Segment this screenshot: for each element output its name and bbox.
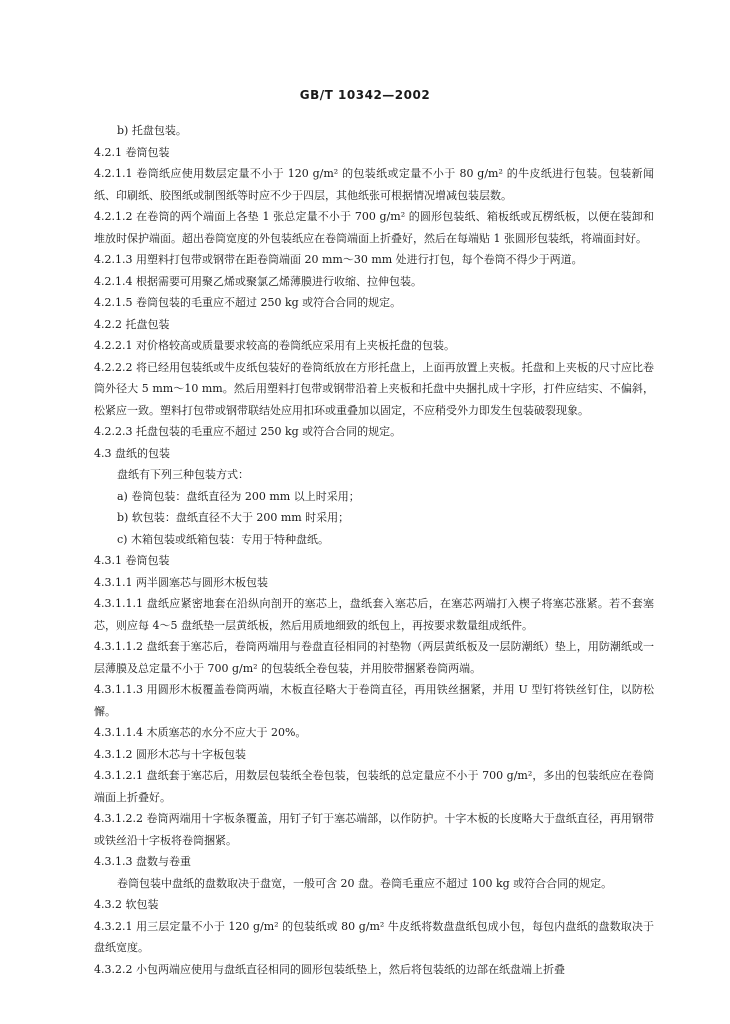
paragraph: 4.3.1.2.2 卷筒两端用十字板条覆盖，用钉子钉于塞芯端部，以作防护。十字木板的长度略大于盘纸直径，再用钢带或铁丝沿十字板将卷筒捆紧。 [94, 812, 654, 847]
paragraph: 4.2.1.1 卷筒纸应使用数层定量不小于 120 g/m² 的包装纸或定量不小于 80 g/m² 的牛皮纸进行包装。包装新闻纸、印刷纸、胶图纸或制图纸等时应不少于四层，其他纸张可根据情况增减包装层数。 [94, 167, 654, 202]
paragraph: 盘纸有下列三种包装方式： [117, 468, 249, 481]
paragraph: b) 托盘包装。 [117, 124, 187, 137]
paragraph: b) 软包装：盘纸直径不大于 200 mm 时采用； [117, 511, 350, 524]
paragraph: 4.3.2.1 用三层定量不小于 120 g/m² 的包装纸或 80 g/m² 牛皮纸将数盘盘纸包成小包，每包内盘纸的盘数取决于盘纸宽度。 [94, 919, 654, 954]
paragraph: 4.3.2 软包装 [94, 898, 159, 911]
paragraph: 4.3.1.3 盘数与卷重 [94, 855, 191, 868]
paragraph: 4.2.2 托盘包装 [94, 317, 170, 331]
paragraph: 卷筒包装中盘纸的盘数取决于盘宽，一般可含 20 盘。卷筒毛重应不超过 100 kg 或符合合同的规定。 [117, 876, 613, 890]
paragraph: 4.2.2.1 对价格较高或质量要求较高的卷筒纸应采用有上夹板托盘的包装。 [94, 339, 455, 352]
paragraph: 4.3.1.1 两半圆塞芯与圆形木板包装 [94, 575, 268, 589]
paragraph: 4.3.1.1.1 盘纸应紧密地套在沿纵向剖开的塞芯上，盘纸套入塞芯后，在塞芯两端打入楔子将塞芯涨紧。若不套塞芯，则应每 4～5 盘纸垫一层黄纸板，然后用质地细致的纸包上，再按要求数量组成纸件。 [94, 597, 654, 632]
paragraph: 4.2.1.5 卷筒包装的毛重应不超过 250 kg 或符合合同的规定。 [94, 296, 402, 309]
paragraph: 4.3.1.1.2 盘纸套于塞芯后，卷筒两端用与卷盘直径相同的衬垫物（两层黄纸板及一层防潮纸）垫上，用防潮纸或一层薄膜及总定量不小于 700 g/m² 的包装纸全卷包装，并用胶带捆紧卷筒两端。 [94, 640, 654, 675]
paragraph: a) 卷筒包装：盘纸直径为 200 mm 以上时采用； [117, 489, 360, 503]
paragraph: 4.2.2.3 托盘包装的毛重应不超过 250 kg 或符合合同的规定。 [94, 425, 402, 438]
paragraph: 4.3.1.1.3 用圆形木板覆盖卷筒两端，木板直径略大于卷筒直径，再用铁丝捆紧，并用 U 型钉将铁丝钉住，以防松懈。 [94, 683, 654, 718]
paragraph: 4.3.2.2 小包两端应使用与盘纸直径相同的圆形包装纸垫上，然后将包装纸的边部在纸盘端上折叠 [94, 962, 565, 976]
document-body [94, 120, 654, 980]
paragraph: 4.3.1.2 圆形木芯与十字板包装 [94, 747, 246, 761]
paragraph: 4.3.1.1.4 木质塞芯的水分不应大于 20%。 [94, 726, 307, 739]
paragraph: 4.2.2.2 将已经用包装纸或牛皮纸包装好的卷筒纸放在方形托盘上，上面再放置上夹板。托盘和上夹板的尺寸应比卷筒外径大 5 mm～10 mm。然后用塑料打包带或钢带沿着上夹板和托盘中央捆扎成十字形，打件应结实、不偏斜，松紧应一致。塑料打包带或钢带联结处应用扣环或重叠加以固定，不应稍受外力即发生包装破裂现象。 [94, 360, 654, 417]
paragraph: 4.3.1 卷筒包装 [94, 554, 170, 567]
paragraph: 4.2.1.4 根据需要可用聚乙烯或聚氯乙烯薄膜进行收缩、拉伸包装。 [94, 274, 422, 288]
paragraph: c) 木箱包装或纸箱包装：专用于特种盘纸。 [117, 532, 329, 546]
standard-number-header: GB/T 10342—2002 [299, 88, 431, 102]
paragraph: 4.3.1.2.1 盘纸套于塞芯后，用数层包装纸全卷包装，包装纸的总定量应不小于 700 g/m²，多出的包装纸应在卷筒端面上折叠好。 [94, 769, 654, 804]
paragraph: 4.2.1 卷筒包装 [94, 145, 170, 159]
paragraph: 4.2.1.2 在卷筒的两个端面上各垫 1 张总定量不小于 700 g/m² 的圆形包装纸、箱板纸或瓦楞纸板，以便在装卸和堆放时保护端面。超出卷筒宽度的外包装纸应在卷筒端面上折叠好，然后在每端贴 1 张圆形包装纸，将端面封好。 [94, 210, 654, 245]
paragraph: 4.3 盘纸的包装 [94, 446, 170, 460]
paragraph: 4.2.1.3 用塑料打包带或钢带在距卷筒端面 20 mm～30 mm 处进行打包，每个卷筒不得少于两道。 [94, 253, 583, 266]
